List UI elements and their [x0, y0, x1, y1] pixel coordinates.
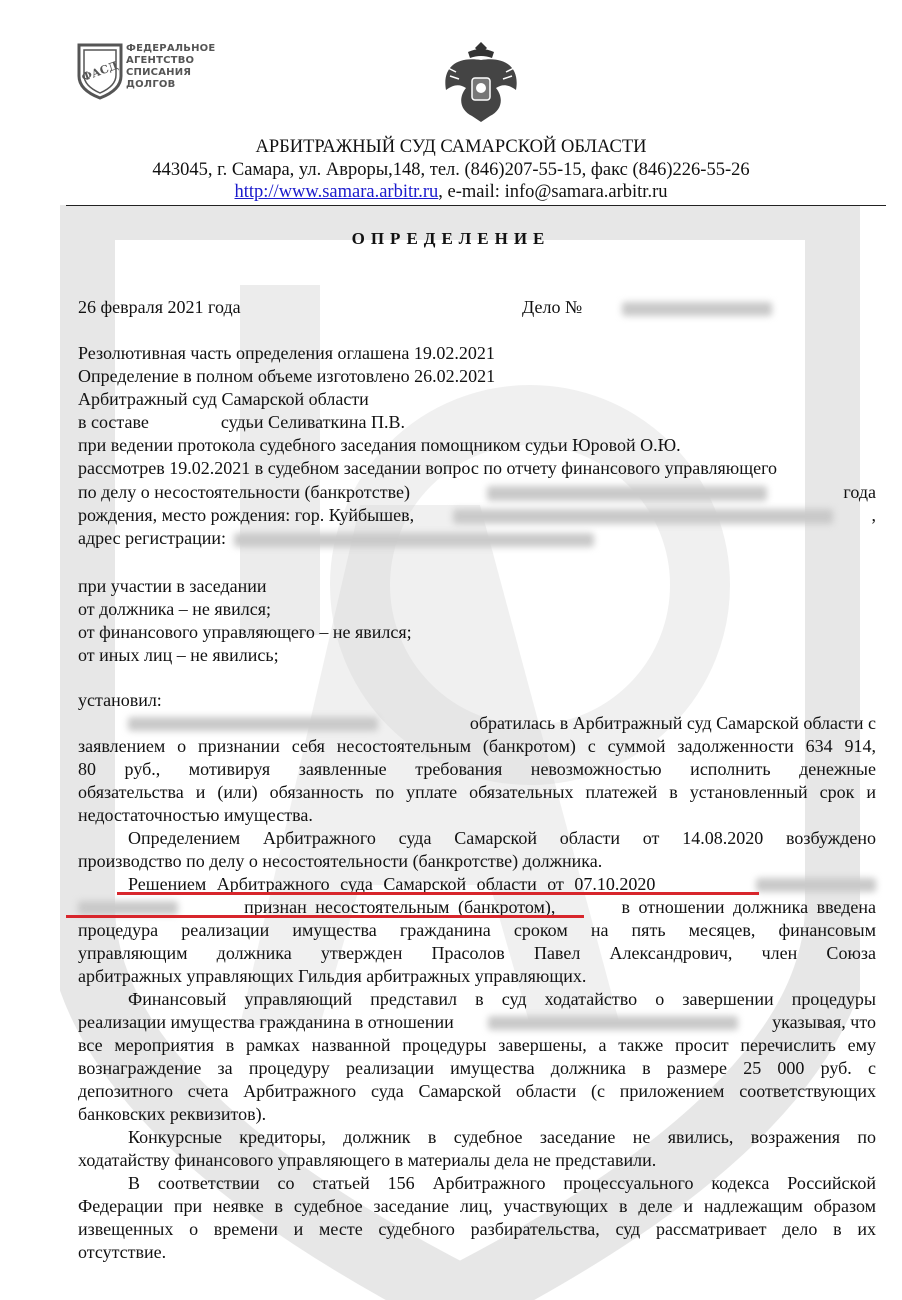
p4-line-3: все мероприятия в рамках названной процедуры завершены, а также просит перечислить ему — [78, 1035, 876, 1055]
fasd-shield-icon — [76, 42, 124, 100]
redacted-debtor-name-4 — [78, 901, 178, 915]
p6-line-3: извещенных о времени и месте судебного разбирательства, суд рассматривает дело в их — [78, 1219, 876, 1239]
p6-line-1: В соответствии со статьей 156 Арбитражного процессуального кодекса Российской — [128, 1173, 876, 1193]
court-name: АРБИТРАЖНЫЙ СУД САМАРСКОЙ ОБЛАСТИ — [255, 137, 647, 157]
participant-financial-manager: от финансового управляющего – не явился; — [78, 622, 412, 642]
p3-line-2: признан несостоятельным (банкротом), в отношении должника введена — [78, 897, 876, 918]
highlight-underline-2 — [66, 915, 584, 918]
logo-monogram: ФАСД — [79, 58, 120, 85]
review-line: рассмотрев 19.02.2021 в судебном заседании вопрос по отчету финансового управляющего — [78, 458, 778, 478]
p3-line-4: управляющим должника утвержден Прасолов Павел Александрович, член Союза — [78, 943, 876, 963]
p1-line-3: 80 руб., мотивируя заявленные требования невозможностью исполнить денежные — [78, 759, 876, 779]
registration-address-line: адрес регистрации: — [78, 528, 594, 549]
p3-line-3: процедура реализации имущества гражданина сроком на пять месяцев, финансовым — [78, 920, 876, 940]
participant-debtor: от должника – не явился; — [78, 599, 271, 619]
coat-of-arms-icon — [438, 38, 524, 124]
birthplace-line: рождения, место рождения: гор. Куйбышев, , — [78, 505, 876, 525]
logo-line-1: ФЕДЕРАЛЬНОЕ — [126, 43, 216, 54]
full-decision-line: Определение в полном объеме изготовлено 26.02.2021 — [78, 366, 496, 386]
redacted-address — [234, 533, 594, 547]
established-heading: установил: — [78, 690, 162, 710]
logo-line-2: АГЕНТСТВО — [126, 55, 195, 66]
redacted-debtor-name-2 — [128, 717, 378, 731]
judge-line: в составе судьи Селиваткина П.В. — [78, 412, 405, 432]
p3-line-1: Решением Арбитражного суда Самарской области от 07.10.2020 — [128, 874, 876, 895]
p1-line-1: обратилась в Арбитражный суд Самарской области с — [128, 713, 876, 734]
logo-line-3: СПИСАНИЯ — [126, 67, 192, 78]
bankruptcy-case-line: по делу о несостоятельности (банкротстве) года — [78, 482, 876, 502]
court-website-link[interactable]: http://www.samara.arbitr.ru — [234, 182, 439, 202]
court-email: , e-mail: info@samara.arbitr.ru — [438, 182, 668, 202]
court-composition-line: Арбитражный суд Самарской области — [78, 389, 369, 409]
document-title: ОПРЕДЕЛЕНИЕ — [351, 229, 551, 248]
case-number-label: Дело № — [522, 297, 772, 318]
redacted-debtor-name — [487, 486, 767, 501]
p4-line-6: банковских реквизитов). — [78, 1104, 267, 1124]
p5-line-1: Конкурсные кредиторы, должник в судебное заседание не явились, возражения по — [128, 1127, 876, 1147]
redacted-debtor-name-3 — [756, 878, 876, 892]
logo-text — [126, 43, 215, 91]
p4-line-5: депозитного счета Арбитражного суда Самарской области (с приложением соответствующих — [78, 1081, 876, 1101]
p4-line-4: вознаграждение за процедуру реализации имущества должника в размере 25 000 руб. с — [78, 1058, 876, 1078]
p1-line-2: заявлением о признании себя несостоятельным (банкротом) с суммой задолженности 634 914, — [78, 736, 876, 756]
resolution-announced-line: Резолютивная часть определения оглашена 19.02.2021 — [78, 343, 495, 363]
redacted-case-number — [622, 302, 772, 316]
participants-heading: при участии в заседании — [78, 576, 267, 596]
p6-line-2: Федерации при неявке в судебное заседание лиц, участвующих в деле и надлежащим образом — [78, 1196, 876, 1216]
p4-line-1: Финансовый управляющий представил в суд ходатайство о завершении процедуры — [128, 989, 876, 1009]
p3-line-5: арбитражных управляющих Гильдия арбитражных управляющих. — [78, 966, 587, 986]
participant-others: от иных лиц – не явились; — [78, 645, 279, 665]
logo-line-4: ДОЛГОВ — [126, 79, 176, 90]
highlight-underline-1 — [117, 892, 759, 895]
header-divider — [66, 205, 886, 206]
court-address: 443045, г. Самара, ул. Авроры,148, тел. (846)207-55-15, факс (846)226-55-26 — [152, 160, 750, 180]
fasd-logo — [76, 42, 236, 104]
redacted-identifiers — [453, 509, 833, 524]
redacted-debtor-name-5 — [488, 1016, 738, 1030]
p5-line-2: ходатайству финансового управляющего в материалы дела не представили. — [78, 1150, 657, 1170]
document-date: 26 февраля 2021 года — [78, 297, 241, 317]
p1-line-5: недостаточностью имущества. — [78, 805, 313, 825]
p2-line-2: производство по делу о несостоятельности (банкротстве) должника. — [78, 851, 603, 871]
protocol-line: при ведении протокола судебного заседания помощником судьи Юровой О.Ю. — [78, 435, 681, 455]
p2-line-1: Определением Арбитражного суда Самарской области от 14.08.2020 возбуждено — [128, 828, 876, 848]
p6-line-4: отсутствие. — [78, 1242, 167, 1262]
p4-line-2: реализации имущества гражданина в отношении указывая, что — [78, 1012, 876, 1032]
p1-line-4: обязательства и (или) обязанность по уплате обязательных платежей в установленный срок и — [78, 782, 876, 802]
court-contacts — [0, 182, 902, 203]
